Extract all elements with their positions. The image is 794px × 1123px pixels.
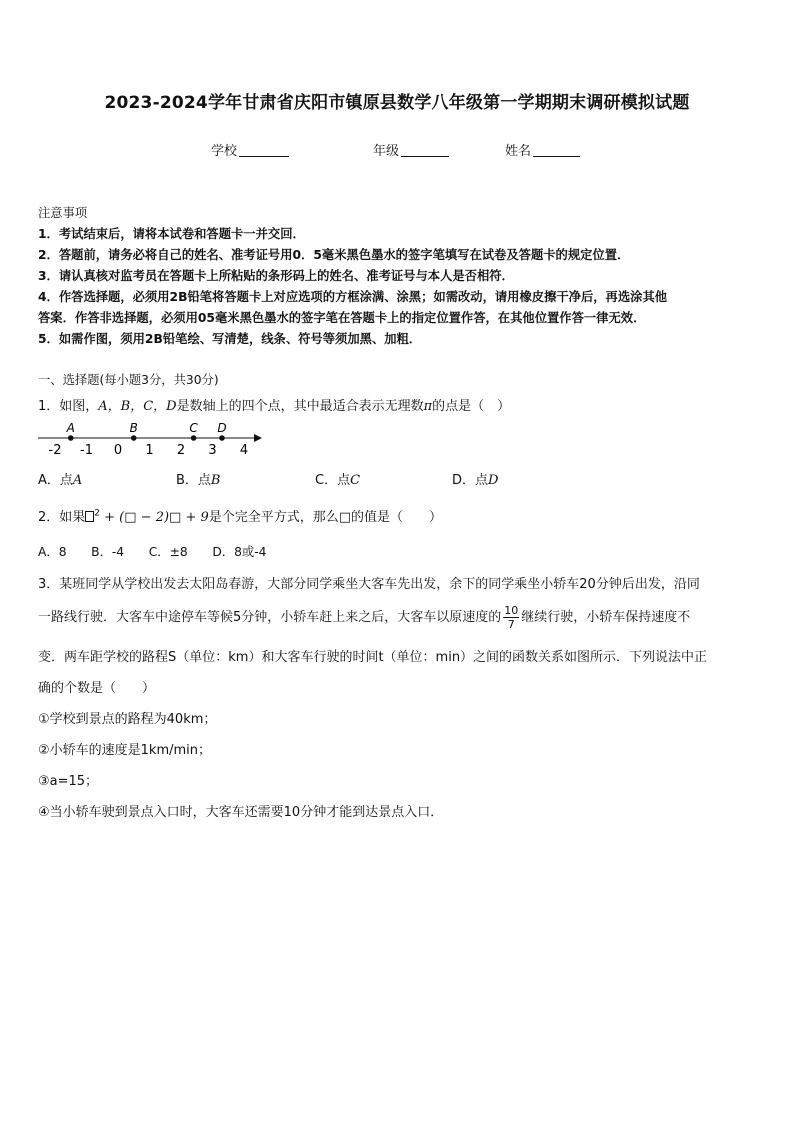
point-a [68,435,74,441]
grade-blank[interactable] [401,144,449,157]
notice-item: 答案．作答非选择题，必须用05毫米黑色墨水的签字笔在答题卡上的指定位置作答，在其他位置作答一律无效． [38,311,646,325]
tick-label: 1 [145,443,154,458]
statement-4: ④当小轿车驶到景点入口时，大客车还需要10分钟才能到达景点入口． [38,805,444,820]
q1-option-d[interactable]: D．点D [452,473,499,488]
grade-field[interactable] [373,140,449,159]
point-d [219,435,225,441]
statement-2: ②小轿车的速度是1km/min； [38,743,212,758]
q1-option-a[interactable]: A．点A [38,473,83,488]
grade-label: 年级 [373,144,400,159]
tick-label: 0 [113,443,123,458]
fraction-10-7: $\frac{10}{7}$ [504,604,519,631]
question-2-options: A．8 B．-4 C．±8 D．8或-4 [38,545,267,559]
question-3-line: 3．某班同学从学校出发去太阳岛春游，大部分同学乘坐大客车先出发，余下的同学乘坐小轿车20分钟后出发，沿同 [38,577,700,592]
q1-option-b[interactable]: B．点B [176,473,221,488]
section-heading: 一、选择题(每小题3分，共30分) [38,373,219,387]
notice-item: 3．请认真核对监考员在答题卡上所粘贴的条形码上的姓名、准考证号与本人是否相符． [38,269,514,283]
name-field[interactable] [505,140,580,159]
q1-option-c[interactable]: C．点C [315,473,361,488]
statement-1: ①学校到景点的路程为40km； [38,712,217,727]
point-label-d: D [217,421,227,435]
question-3-line: 变．两车距学校的路程S（单位：km）和大客车行驶的时间t（单位：min）之间的函数关系如图所示．下列说法中正 [38,650,708,665]
question-3-line: 一路线行驶．大客车中途停车等候5分钟，小轿车赶上来之后，大客车以原速度的 $\frac{10}{7}$ 继续行驶，小轿车保持速度不 [38,604,691,631]
point-b [131,435,137,441]
tick-label: 3 [208,443,217,458]
tick-label: -2 [48,443,62,458]
notice-heading: 注意事项 [38,206,88,220]
point-label-b: B [129,421,138,435]
page-title: 2023-2024学年甘肃省庆阳市镇原县数学八年级第一学期期末调研模拟试题 [104,93,690,113]
notice-item: 4．作答选择题，必须用2B铅笔将答题卡上对应选项的方框涂满、涂黑；如需改动，请用橡皮擦干净后，再选涂其他 [38,290,668,304]
point-c [191,435,197,441]
placeholder-box-icon [85,511,94,522]
tick-label: -1 [80,443,93,458]
name-blank[interactable] [533,144,580,157]
notice-item: 5．如需作图，须用2B铅笔绘、写清楚，线条、符号等须加黑、加粗． [38,332,422,346]
tick-label: 4 [239,443,249,458]
number-line-figure [30,418,270,460]
school-field[interactable] [211,140,289,159]
point-label-c: C [189,421,198,435]
statement-3: ③a=15； [38,774,99,789]
school-label: 学校 [211,144,238,159]
notice-item: 1．考试结束后，请将本试卷和答题卡一并交回． [38,227,305,241]
tick-label: 2 [176,443,186,458]
question-3-line: 确的个数是（ ） [38,681,156,696]
school-blank[interactable] [239,144,289,157]
arrow-icon [254,434,262,442]
name-label: 姓名 [505,144,532,159]
point-label-a: A [66,421,75,435]
question-2-stem: 2．如果 $^2$ + (□ − 2)□ + 9是个完全平方式，那么□的值是（ ） [38,508,443,525]
notice-item: 2．答题前，请务必将自己的姓名、准考证号用0．5毫米黑色墨水的签字笔填写在试卷及答题卡的规定位置． [38,248,630,262]
question-1-stem: 1．如图，A，B，C，D是数轴上的四个点，其中最适合表示无理数π的点是（ ） [38,399,511,414]
